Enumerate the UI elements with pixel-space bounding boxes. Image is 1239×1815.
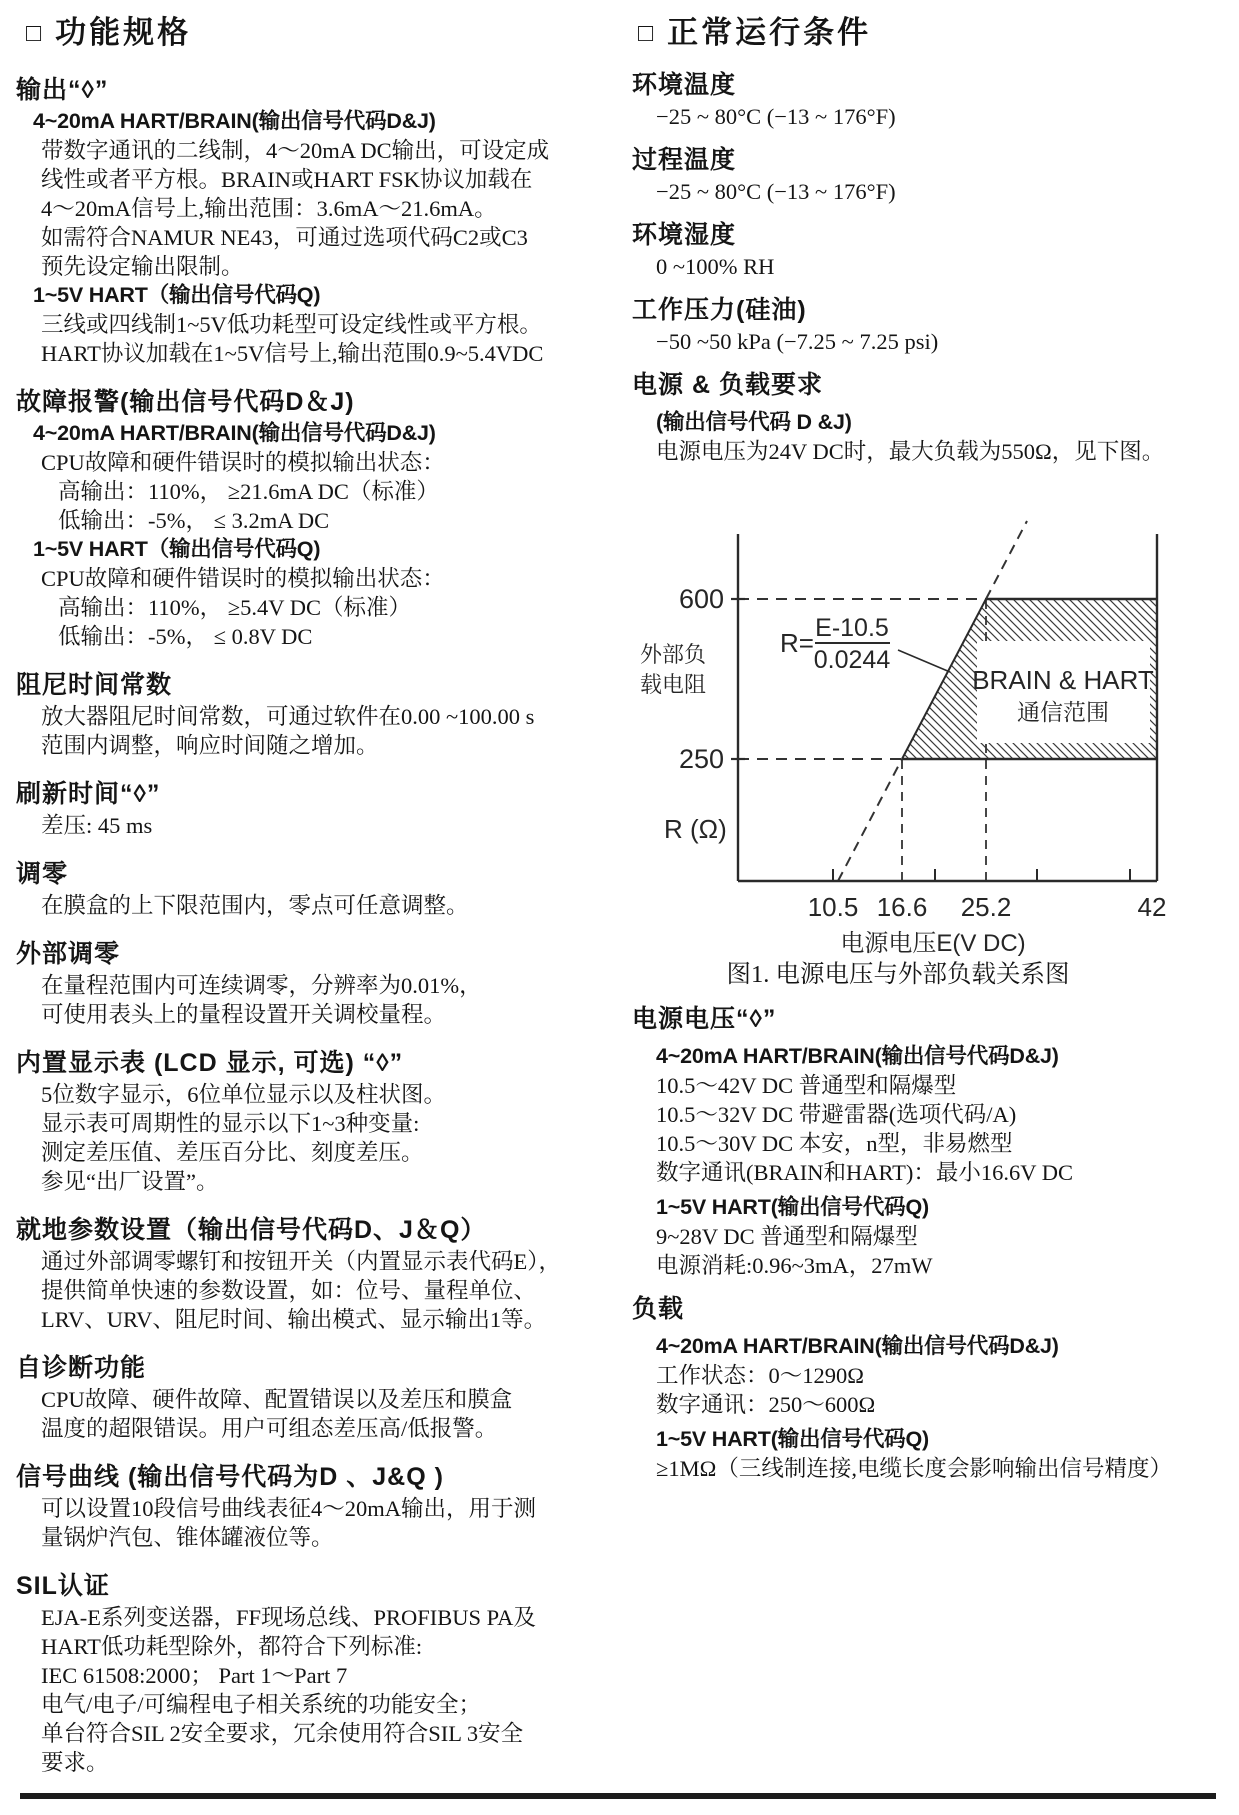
subheading-output-420ma: 4~20mA HART/BRAIN(输出信号代码D&J) [33,109,436,133]
spec-line: 工作状态：0～1290Ω [656,1363,864,1388]
spec-line: 如需符合NAMUR NE43，可通过选项代码C2或C3 [41,225,528,250]
spec-line: 电源电压为24V DC时，最大负载为550Ω，见下图。 [656,439,1165,464]
spec-line: 低输出：-5%， ≤ 3.2mA DC [58,508,330,533]
heading-signal-curve: 信号曲线 (输出信号代码为D 、J&Q ) [16,1463,444,1491]
heading-external-zero: 外部调零 [16,940,121,968]
spec-line: 线性或者平方根。BRAIN或HART FSK协议加载在 [41,167,533,192]
x-axis-title: 电源电压E(V DC) [840,930,1026,956]
heading-integral-indicator: 内置显示表 (LCD 显示, 可选) “◊” [16,1049,404,1077]
spec-line: −25 ~ 80°C (−13 ~ 176°F) [656,179,896,204]
spec-line: 预先设定输出限制。 [41,254,244,279]
x-label-16-6: 16.6 [876,892,928,922]
spec-line: CPU故障、硬件故障、配置错误以及差压和膜盒 [41,1387,513,1412]
spec-line: 三线或四线制1~5V低功耗型可设定线性或平方根。 [41,312,542,337]
spec-line: 10.5～42V DC 普通型和隔爆型 [656,1073,957,1098]
subheading-alarm-420ma: 4~20mA HART/BRAIN(输出信号代码D&J) [33,421,436,445]
y-axis-unit: R (Ω) [664,814,727,844]
spec-line: 带数字通讯的二线制，4～20mA DC输出，可设定成 [41,138,550,163]
formula-denominator: 0.0244 [813,646,891,674]
spec-line: 高输出：110%， ≥21.6mA DC（标准） [58,479,439,504]
subheading-load-420ma: 4~20mA HART/BRAIN(输出信号代码D&J) [656,1334,1059,1358]
subheading-supply-codes: (输出信号代码 D &J) [656,410,852,434]
supply-load-chart-svg [628,506,1168,956]
section-square-icon: □ [26,19,42,47]
section-title-functional-specs [16,12,601,56]
spec-line: IEC 61508:2000； Part 1～Part 7 [41,1663,348,1688]
spec-line: −25 ~ 80°C (−13 ~ 176°F) [656,104,896,129]
spec-line: 10.5～30V DC 本安，n型，非易燃型 [656,1131,1013,1156]
heading-process-temperature: 过程温度 [632,146,737,174]
right-column [628,12,1228,1483]
spec-line: EJA-E系列变送器，FF现场总线、PROFIBUS PA及 [41,1605,536,1630]
spec-line: CPU故障和硬件错误时的模拟输出状态： [41,450,445,475]
spec-line: 范围内调整，响应时间随之增加。 [41,733,379,758]
section-title-text: 正常运行条件 [667,15,872,50]
section-title-text: 功能规格 [55,15,192,50]
spec-line: 4～20mA信号上,输出范围：3.6mA～21.6mA。 [41,196,497,221]
spec-line: 9~28V DC 普通型和隔爆型 [656,1224,918,1249]
figure-caption: 图1. 电源电压与外部负载关系图 [726,961,1070,988]
subheading-voltage-420ma: 4~20mA HART/BRAIN(输出信号代码D&J) [656,1044,1059,1068]
heading-supply-voltage: 电源电压“◊” [632,1005,777,1033]
spec-line: 单台符合SIL 2安全要求，冗余使用符合SIL 3安全 [41,1721,524,1746]
left-column [16,12,601,1777]
spec-line: 电源消耗:0.96~3mA，27mW [656,1253,933,1278]
section-square-icon: □ [638,19,654,47]
spec-line: 可使用表头上的量程设置开关调校量程。 [41,1002,447,1027]
spec-line: 可以设置10段信号曲线表征4～20mA输出，用于测 [41,1496,537,1521]
figure-supply-load-chart [628,506,1168,990]
x-label-42: 42 [1137,892,1167,922]
heading-output: 输出“◊” [16,76,109,104]
heading-sil: SIL认证 [16,1572,110,1600]
spec-line: −50 ~50 kPa (−7.25 ~ 7.25 psi) [656,329,939,354]
heading-failure-alarm: 故障报警(输出信号代码D＆J) [16,388,355,416]
spec-line: 显示表可周期性的显示以下1~3种变量: [41,1111,420,1136]
spec-line: 电气/电子/可编程电子相关系统的功能安全； [41,1692,482,1717]
heading-update-time: 刷新时间“◊” [16,780,161,808]
spec-line: 温度的超限错误。用户可组态差压高/低报警。 [41,1416,498,1441]
spec-line: 在量程范围内可连续调零，分辨率为0.01%， [41,973,482,998]
formula-lhs: R= [780,628,814,658]
heading-load: 负载 [632,1295,685,1323]
heading-ambient-humidity: 环境湿度 [632,221,737,249]
subheading-alarm-1-5v: 1~5V HART（输出信号代码Q) [33,537,321,561]
spec-line: 通过外部调零螺钉和按钮开关（内置显示表代码E）， [41,1249,561,1274]
spec-line: 放大器阻尼时间常数，可通过软件在0.00 ~100.00 s [41,704,535,729]
spec-line: HART低功耗型除外，都符合下列标准: [41,1634,423,1659]
spec-line: 提供简单快速的参数设置，如：位号、量程单位、 [41,1278,537,1303]
page-bottom-rule [20,1793,1216,1799]
load-line-upper-dashed [986,521,1027,599]
spec-line: 在膜盒的上下限范围内，零点可任意调整。 [41,893,469,918]
y-label-250: 250 [678,744,724,774]
x-label-25-2: 25.2 [960,892,1012,922]
spec-line: 要求。 [41,1750,109,1775]
load-line-lower-dashed [838,759,902,881]
spec-line: 5位数字显示，6位单位显示以及柱状图。 [41,1082,447,1107]
formula-numerator: E-10.5 [815,614,889,642]
spec-line: 数字通讯：250～600Ω [656,1392,876,1417]
spec-line: ≥1MΩ（三线制连接,电缆长度会影响输出信号精度） [656,1456,1172,1481]
spec-line: CPU故障和硬件错误时的模拟输出状态： [41,566,445,591]
heading-self-diagnostics: 自诊断功能 [16,1354,147,1382]
spec-line: 参见“出厂设置”。 [41,1169,219,1194]
subheading-output-1-5v: 1~5V HART（输出信号代码Q) [33,283,321,307]
spec-line: 量锅炉汽包、锥体罐液位等。 [41,1525,334,1550]
heading-working-pressure: 工作压力(硅油) [632,296,807,324]
spec-line: 数字通讯(BRAIN和HART)：最小16.6V DC [656,1160,1073,1185]
spec-line: 差压: 45 ms [41,813,153,838]
heading-zero-adjust: 调零 [16,860,69,888]
subheading-load-1-5v: 1~5V HART(输出信号代码Q) [656,1427,929,1451]
section-title-operating-conditions [628,12,1228,56]
heading-ambient-temperature: 环境温度 [632,71,737,99]
heading-supply-load: 电源 & 负载要求 [632,371,823,399]
spec-line: 10.5～32V DC 带避雷器(选项代码/A) [656,1102,1017,1127]
formula-pointer-line [898,650,950,672]
spec-line: 高输出：110%， ≥5.4V DC（标准） [58,595,411,620]
spec-line: HART协议加载在1~5V信号上,输出范围0.9~5.4VDC [41,341,544,366]
heading-damping: 阻尼时间常数 [16,671,173,699]
spec-line: 测定差压值、差压百分比、刻度差压。 [41,1140,424,1165]
spec-line: LRV、URV、阻尼时间、输出模式、显示输出1等。 [41,1307,547,1332]
x-label-10-5: 10.5 [807,892,859,922]
y-axis-title-line1: 外部负 [640,642,707,667]
y-label-600: 600 [678,584,724,614]
y-axis-title-line2: 载电阻 [640,672,707,697]
spec-line: 0 ~100% RH [656,254,775,279]
communication-range-label-2: 通信范围 [1017,699,1109,725]
heading-local-setting: 就地参数设置（输出信号代码D、J＆Q） [16,1216,487,1244]
subheading-voltage-1-5v: 1~5V HART(输出信号代码Q) [656,1195,929,1219]
communication-range-label-1: BRAIN & HART [972,665,1154,695]
spec-line: 低输出：-5%， ≤ 0.8V DC [58,624,313,649]
